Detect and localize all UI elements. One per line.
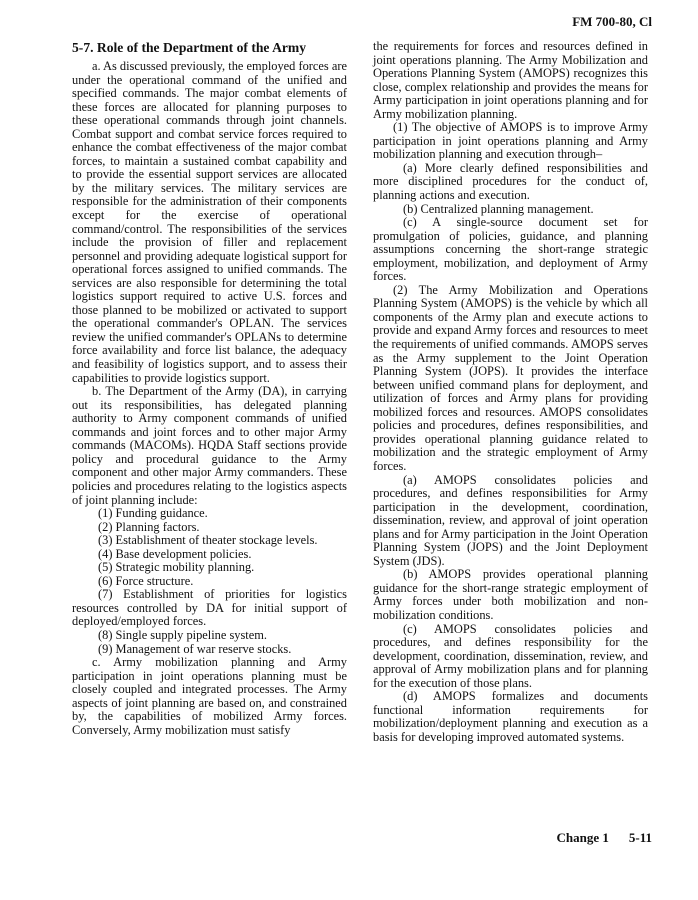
subparagraph: (a) More clearly defined responsibilities and more disciplined procedures for the conduct of, planning actions and execution. bbox=[373, 160, 648, 203]
subparagraph: (b) Centralized planning management. bbox=[403, 201, 594, 216]
paragraph-a: a. As discussed previously, the employed forces are under the operational command of the unified and specified commands. The major combat elements of these forces are allocated for planning purposes to these operational commands through joint channels. Combat support and combat service forces required to enhance the combat effectiveness of the major combat forces, to maintain a sustained combat capability and to provide the essential support services are allocated by the military services. The military services are responsible for the administration of their components except for the exercise of operational command/control. The responsibilities of the services include the provision of filler and replacement personnel and providing adequate logistical support for operational forces assigned to unified commands. The services are also responsible for determining the total logistics support required to active U.S. forces and those planned to be mobilized or activated to support the operational commander's OPLAN. The services review the unified commander's OPLANs to determine force availability and force list balance, the adequacy and feasibility of logistics support, and to assess their capabilities to provide logistics support. bbox=[72, 59, 347, 385]
list-item: (2) Planning factors. bbox=[98, 519, 200, 534]
change-label: Change 1 bbox=[556, 830, 609, 845]
paragraph-c-continued: the requirements for forces and resources defined in joint operations planning. The Army Mobilization and Operations Planning System (AMOPS) recognizes this close, complex relationship and provides the means for Army participation in joint operations planning and for Army mobilization planning. bbox=[373, 39, 648, 121]
list-item: (6) Force structure. bbox=[98, 573, 194, 588]
list-item: (5) Strategic mobility planning. bbox=[98, 560, 255, 575]
paragraph-b: b. The Department of the Army (DA), in carrying out its responsibilities, has delegated planning authority to Army component commands of unified commands and joint forces and to other major Army commands (MACOMs). HQDA Staff sections provide policy and procedural guidance to the Army component and other major Army commanders. These policies and procedures relating to the logistics aspects of joint planning include: bbox=[72, 384, 347, 507]
subparagraph: (a) AMOPS consolidates policies and procedures, and defines responsibilities for Army participation in the development, coordination, dissemination, review, and approval of joint operation plans and for Army participation in the Joint Operation Planning System (JOPS) and the Joint Deployment System (JDS). bbox=[373, 472, 648, 568]
subparagraph: (b) AMOPS provides operational planning guidance for the short-range strategic employment of Army forces under both mobilization and non-mobilization conditions. bbox=[373, 567, 648, 622]
subparagraph: (c) A single-source document set for promulgation of policies, guidance, and planning assumptions concerning the short-range strategic employment, mobilization, and deployment of Army forces. bbox=[373, 215, 648, 284]
page-footer bbox=[557, 830, 653, 846]
list-item: (3) Establishment of theater stockage levels. bbox=[98, 533, 318, 548]
right-column bbox=[373, 40, 648, 744]
list-item: (9) Management of war reserve stocks. bbox=[98, 641, 292, 656]
paragraph-2: (2) The Army Mobilization and Operations Planning System (AMOPS) is the vehicle by which all components of the Army plan and execute actions to provide and expand Army forces and resources to meet the requirements of unified commands. AMOPS serves as the Army supplement to the Joint Operation Planning System (JOPS). It provides the interface between unified command plans for deployment, and utilization of forces and Army plans for providing mobilized forces and resources. AMOPS consolidates policies and procedures, defines responsibilities, and provides operational planning guidance related to mobilization and the strategic employment of Army forces. bbox=[373, 282, 648, 473]
list-item: (4) Base development policies. bbox=[98, 546, 252, 561]
paragraph-c: c. Army mobilization planning and Army participation in joint operations planning must be closely coupled and integrated processes. The Army aspects of joint planning are based on, and constrained by, the capabilities of mobilized Army forces. Conversely, Army mobilization must satisfy bbox=[72, 655, 347, 737]
list-item: (8) Single supply pipeline system. bbox=[98, 627, 267, 642]
page-number: 5-11 bbox=[628, 830, 652, 845]
list-item: (1) Funding guidance. bbox=[98, 506, 208, 521]
list-item: (7) Establishment of priorities for logistics resources controlled by DA for initial support of deployed/employed forces. bbox=[72, 587, 347, 629]
left-column bbox=[72, 40, 347, 737]
paragraph-1: (1) The objective of AMOPS is to improve Army participation in joint operations planning and Army mobilization planning and execution through– bbox=[373, 120, 648, 162]
running-header: FM 700-80, Cl bbox=[572, 14, 652, 29]
section-heading: 5-7. Role of the Department of the Army bbox=[72, 40, 307, 55]
subparagraph: (d) AMOPS formalizes and documents functional information requirements for mobilization/deployment planning and execution as a basis for developing improved automated systems. bbox=[373, 689, 648, 744]
subparagraph: (c) AMOPS consolidates policies and procedures, and defines responsibility for the development, coordination, dissemination, review, and approval of Army mobilization plans and for planning for the execution of those plans. bbox=[373, 621, 648, 690]
